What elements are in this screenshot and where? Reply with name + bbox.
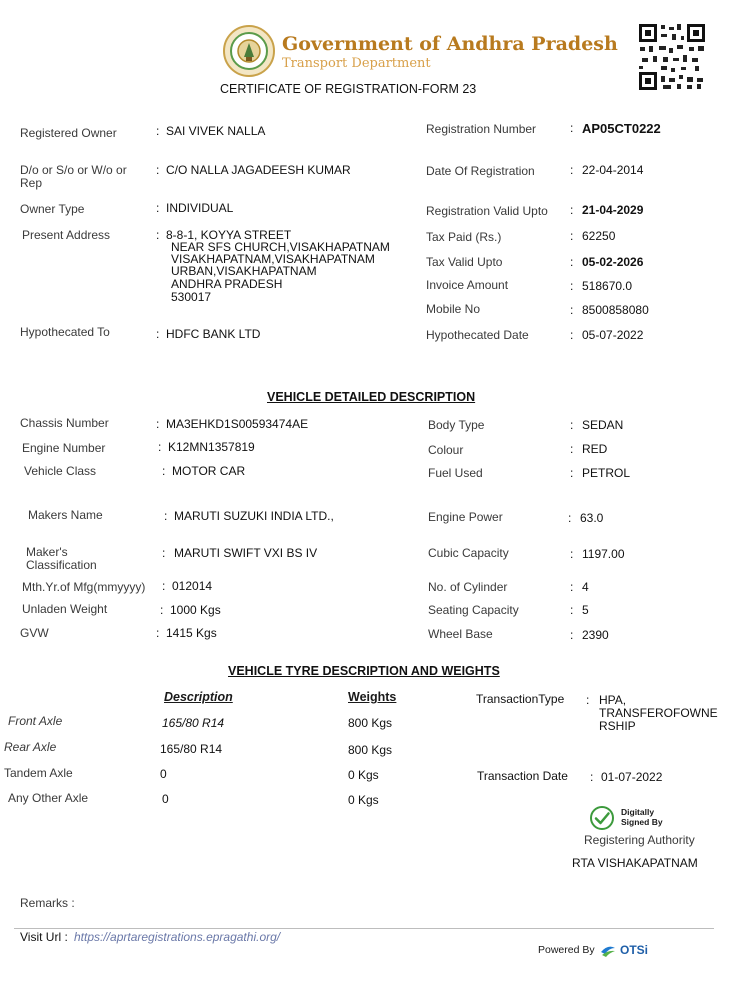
visit-url-label: Visit Url : — [20, 930, 68, 944]
reg-number-label: Registration Number — [426, 122, 537, 136]
unladen-value: 1000 Kgs — [170, 603, 221, 617]
visit-url-link[interactable]: https://aprtaregistrations.epragathi.org/ — [74, 930, 281, 944]
owner-type-label: Owner Type — [20, 202, 85, 216]
vehicle-class-label: Vehicle Class — [24, 464, 97, 478]
colon: : — [568, 511, 572, 525]
colon: : — [570, 628, 574, 642]
rta-office: RTA VISHAKAPATNAM — [572, 856, 698, 870]
axle-label: Rear Axle — [4, 740, 57, 754]
present-address-label: Present Address — [22, 228, 111, 242]
colon: : — [156, 163, 160, 177]
colon: : — [570, 121, 574, 135]
tyre-description: 165/80 R14 — [162, 716, 225, 730]
colon: : — [156, 124, 160, 138]
valid-upto-label: Registration Valid Upto — [426, 204, 548, 218]
registered-owner-label: Registered Owner — [20, 126, 117, 140]
reg-date-value: 22-04-2014 — [582, 163, 644, 177]
invoice-label: Invoice Amount — [426, 278, 509, 292]
transaction-type-line: HPA, — [599, 693, 627, 707]
gvw-label: GVW — [20, 626, 49, 640]
colon: : — [570, 303, 574, 317]
tax-paid-label: Tax Paid (Rs.) — [426, 230, 502, 244]
wheelbase-value: 2390 — [582, 628, 609, 642]
cylinder-value: 4 — [582, 580, 589, 594]
cc-value: 1197.00 — [582, 547, 625, 561]
hyp-date-label: Hypothecated Date — [426, 328, 529, 342]
tyre-description: 0 — [160, 767, 167, 781]
maker-value: MARUTI SUZUKI INDIA LTD., — [174, 509, 334, 523]
maker-class-value: MARUTI SWIFT VXI BS IV — [174, 546, 318, 560]
hypothecated-to-value: HDFC BANK LTD — [166, 327, 261, 341]
valid-upto-value: 21-04-2029 — [582, 203, 644, 217]
address-line: URBAN,VISAKHAPATNAM — [171, 264, 317, 278]
colon: : — [570, 163, 574, 177]
relation-label: D/o or S/o or W/o or Rep — [20, 163, 127, 190]
relation-value: C/O NALLA JAGADEESH KUMAR — [166, 163, 351, 177]
colon: : — [156, 626, 160, 640]
digitally-signed-line: Digitally — [621, 807, 655, 817]
transaction-type-label: TransactionType — [476, 692, 565, 706]
department-subtitle: Transport Department — [282, 56, 431, 71]
cylinder-label: No. of Cylinder — [428, 580, 508, 594]
axle-label: Front Axle — [8, 714, 63, 728]
colon: : — [570, 203, 574, 217]
colon: : — [162, 579, 166, 593]
tyre-weight: 800 Kgs — [348, 743, 393, 757]
wheelbase-label: Wheel Base — [428, 627, 493, 641]
engine-value: K12MN1357819 — [168, 440, 255, 454]
colon: : — [570, 442, 574, 456]
maker-class-label: Maker's Classification — [26, 545, 97, 572]
colon: : — [570, 279, 574, 293]
footer-divider — [14, 928, 714, 929]
tyre-weight: 800 Kgs — [348, 716, 393, 730]
colon: : — [156, 228, 160, 242]
colon: : — [158, 440, 162, 454]
tyre-description: 0 — [162, 792, 169, 806]
check-circle-icon — [589, 805, 615, 831]
colon: : — [586, 693, 590, 707]
owner-type-value: INDIVIDUAL — [166, 201, 234, 215]
axle-label: Any Other Axle — [8, 791, 89, 805]
colon: : — [162, 546, 166, 560]
digitally-signed-line: Signed By — [621, 817, 663, 827]
form-title: CERTIFICATE OF REGISTRATION-FORM 23 — [220, 82, 477, 96]
tyre-weight: 0 Kgs — [348, 768, 379, 782]
colon: : — [164, 509, 168, 523]
chassis-value: MA3EHKD1S00593474AE — [166, 417, 309, 431]
colon: : — [570, 603, 574, 617]
powered-by-label: Powered By — [538, 944, 595, 956]
colon: : — [570, 466, 574, 480]
gvw-value: 1415 Kgs — [166, 626, 217, 640]
remarks-label: Remarks : — [20, 896, 75, 910]
department-title: Government of Andhra Pradesh — [282, 33, 618, 55]
tyre-weight: 0 Kgs — [348, 793, 379, 807]
seating-value: 5 — [582, 603, 589, 617]
address-line: VISAKHAPATNAM,VISAKHAPATNAM — [171, 252, 375, 266]
mobile-label: Mobile No — [426, 302, 481, 316]
maker-label: Makers Name — [28, 508, 103, 522]
fuel-value: PETROL — [582, 466, 631, 480]
fuel-label: Fuel Used — [428, 466, 483, 480]
mfg-label: Mth.Yr.of Mfg(mmyyyy) — [22, 580, 146, 594]
colon: : — [162, 464, 166, 478]
address-line: ANDHRA PRADESH — [171, 277, 283, 291]
colon: : — [160, 603, 164, 617]
cc-label: Cubic Capacity — [428, 546, 509, 560]
hyp-date-value: 05-07-2022 — [582, 328, 644, 342]
tyre-section-title: VEHICLE TYRE DESCRIPTION AND WEIGHTS — [228, 664, 500, 678]
body-label: Body Type — [428, 418, 485, 432]
registered-owner-value: SAI VIVEK NALLA — [166, 124, 266, 138]
mobile-value: 8500858080 — [582, 303, 649, 317]
colour-label: Colour — [428, 443, 464, 457]
chassis-label: Chassis Number — [20, 416, 109, 430]
tax-valid-label: Tax Valid Upto — [426, 255, 503, 269]
colon: : — [156, 201, 160, 215]
transaction-date-label: Transaction Date — [477, 769, 568, 783]
colon: : — [570, 328, 574, 342]
otsi-brand: OTSi — [620, 943, 649, 957]
axle-label: Tandem Axle — [4, 766, 73, 780]
reg-date-label: Date Of Registration — [426, 164, 535, 178]
ap-emblem-icon — [222, 24, 276, 78]
colon: : — [156, 417, 160, 431]
colour-value: RED — [582, 442, 608, 456]
vehicle-section-title: VEHICLE DETAILED DESCRIPTION — [267, 390, 476, 404]
tax-valid-value: 05-02-2026 — [582, 255, 644, 269]
colon: : — [570, 547, 574, 561]
colon: : — [570, 418, 574, 432]
power-value: 63.0 — [580, 511, 604, 525]
tyre-description: 165/80 R14 — [160, 742, 223, 756]
colon: : — [570, 255, 574, 269]
engine-label: Engine Number — [22, 441, 106, 455]
body-value: SEDAN — [582, 418, 624, 432]
address-line: 530017 — [171, 290, 212, 304]
power-label: Engine Power — [428, 510, 503, 524]
otsi-logo-icon — [599, 942, 617, 958]
transaction-date-value: 01-07-2022 — [601, 770, 663, 784]
transaction-type-line: RSHIP — [599, 719, 636, 733]
transaction-type-line: TRANSFEROFOWNE — [599, 706, 718, 720]
registering-authority: Registering Authority — [584, 833, 695, 847]
reg-number-value: AP05CT0222 — [582, 121, 661, 136]
weights-column-header: Weights — [348, 690, 397, 704]
seating-label: Seating Capacity — [428, 603, 519, 617]
tax-paid-value: 62250 — [582, 229, 616, 243]
unladen-label: Unladen Weight — [22, 602, 108, 616]
colon: : — [570, 229, 574, 243]
address-line: 8-8-1, KOYYA STREET — [166, 228, 292, 242]
address-line: NEAR SFS CHURCH,VISAKHAPATNAM — [171, 240, 390, 254]
qr-code-icon — [637, 22, 707, 92]
mfg-value: 012014 — [172, 579, 213, 593]
vehicle-class-value: MOTOR CAR — [172, 464, 246, 478]
colon: : — [590, 770, 594, 784]
colon: : — [570, 580, 574, 594]
colon: : — [156, 327, 160, 341]
invoice-value: 518670.0 — [582, 279, 633, 293]
hypothecated-to-label: Hypothecated To — [20, 325, 110, 339]
description-column-header: Description — [164, 690, 233, 704]
